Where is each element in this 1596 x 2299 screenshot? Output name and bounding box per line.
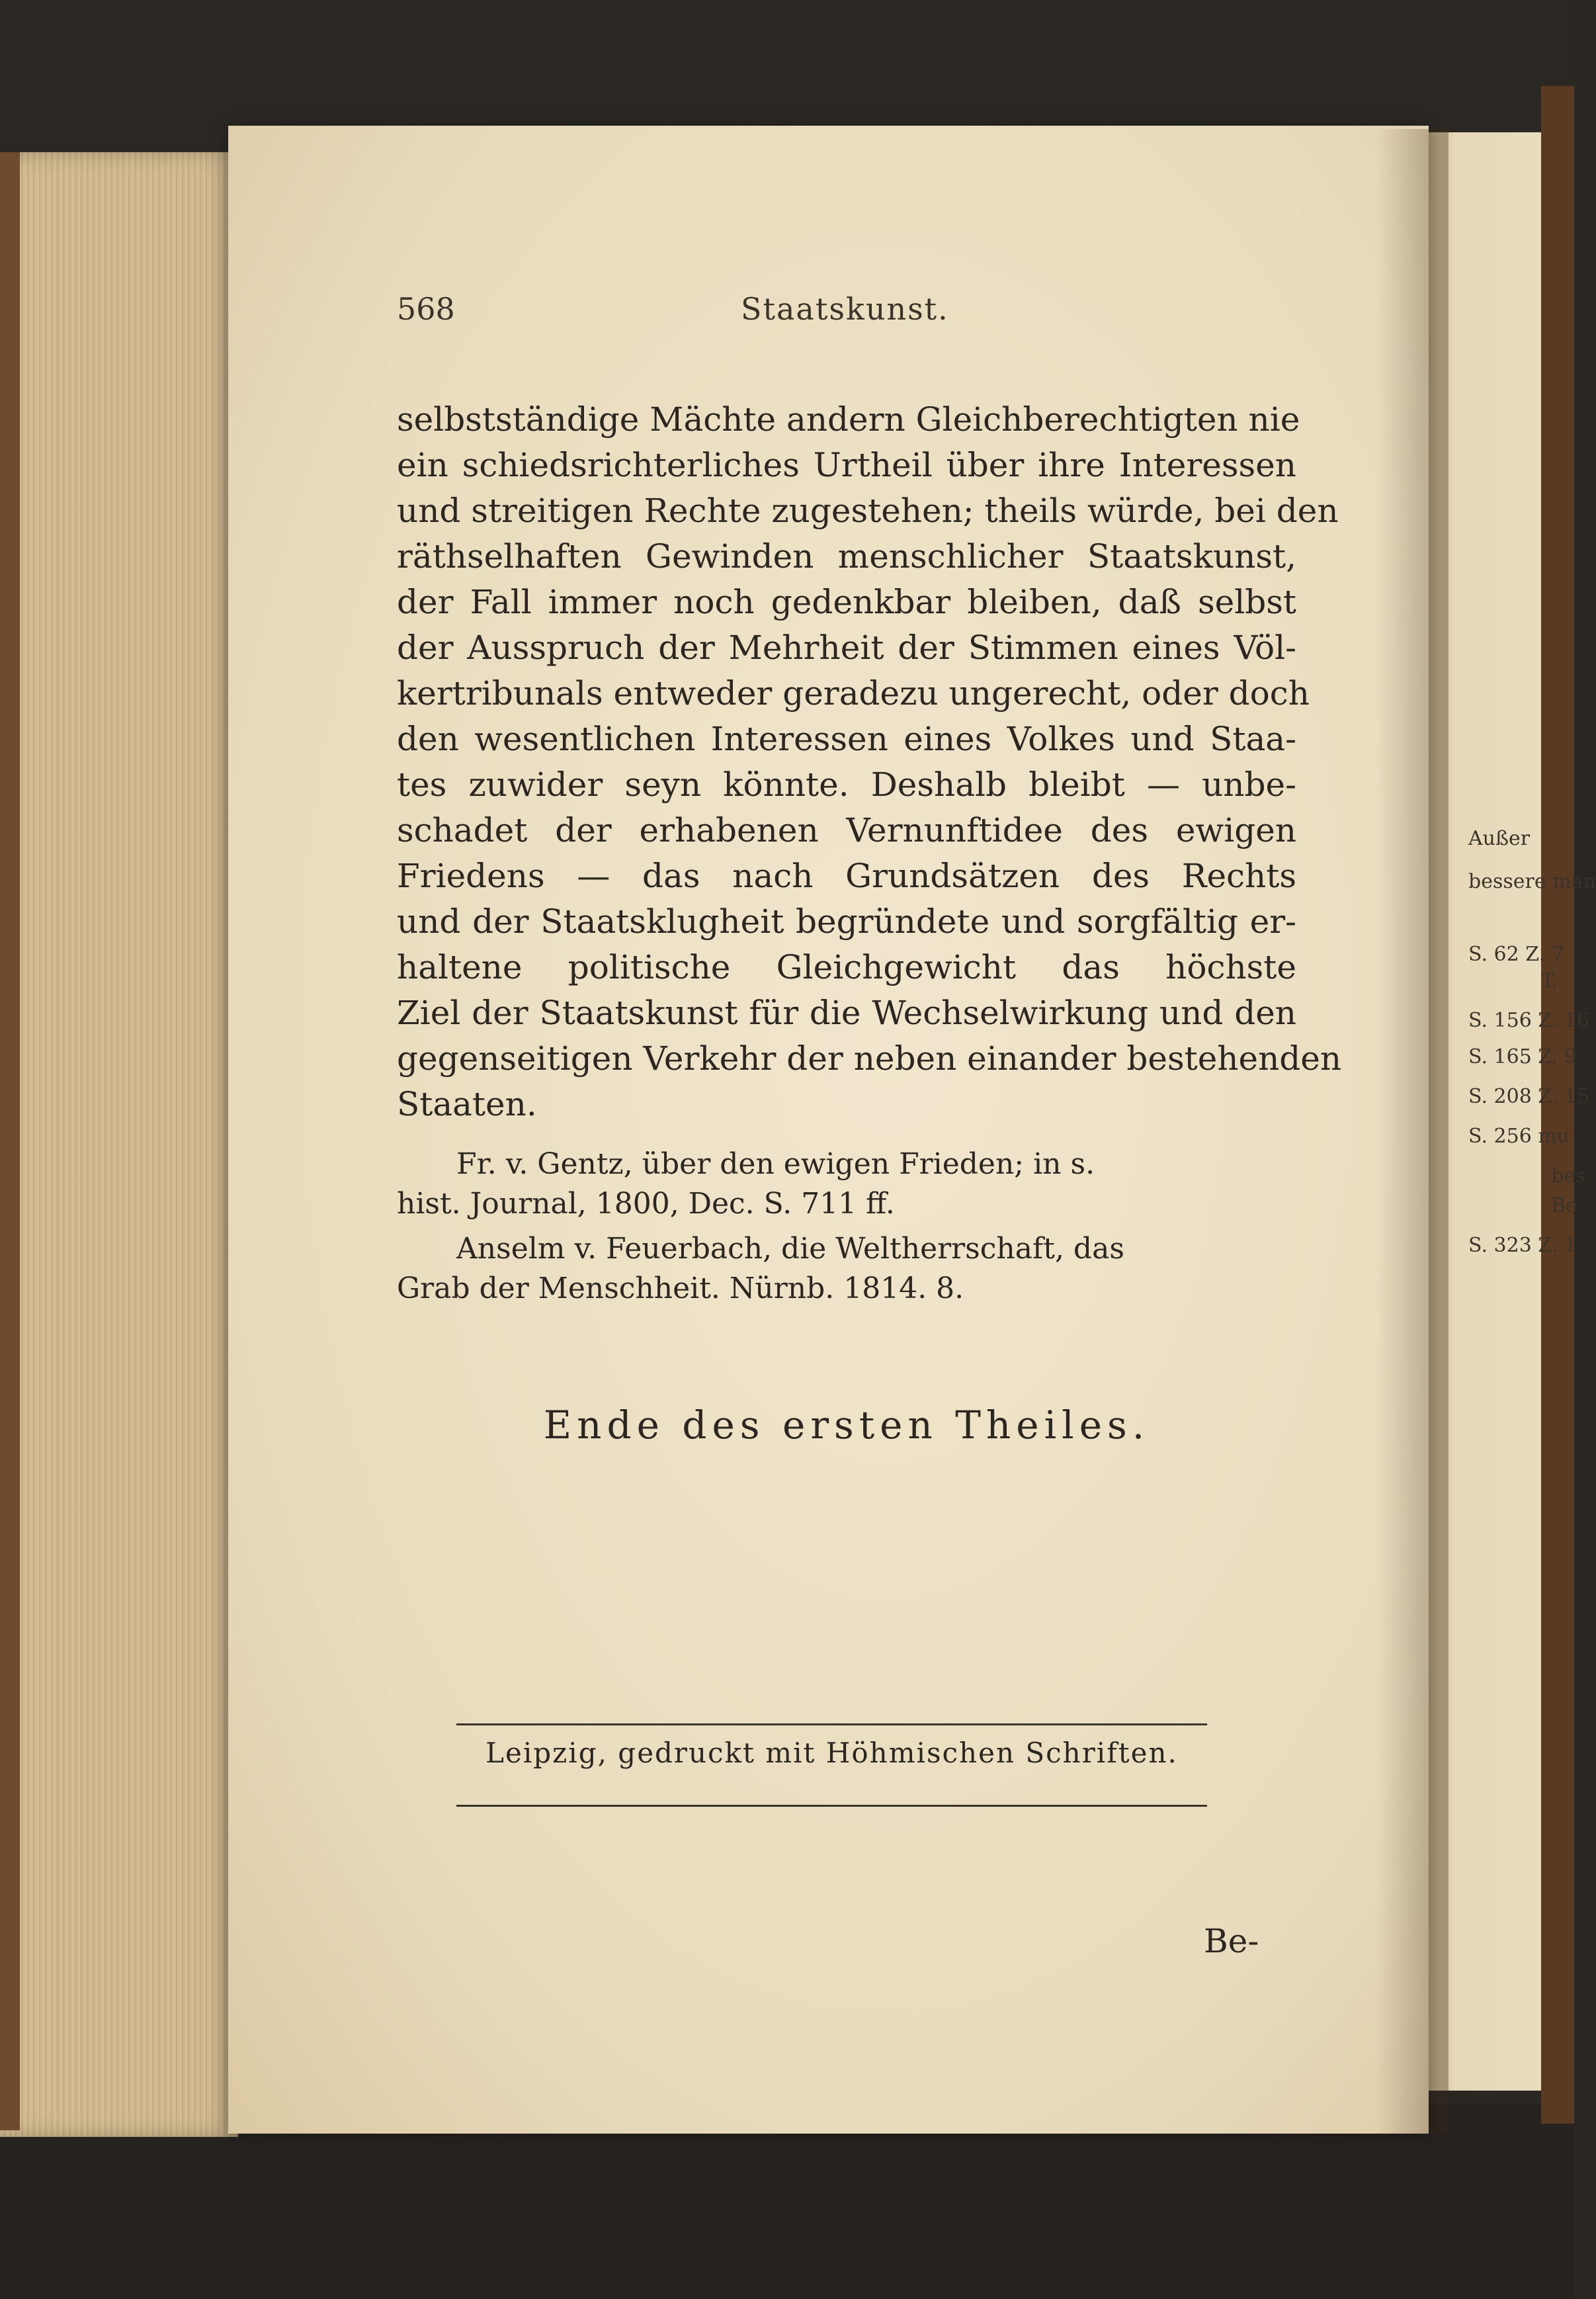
body-paragraph — [397, 397, 1342, 1127]
facing-page-text: bessere man — [1468, 870, 1596, 893]
text-line: der Fall immer noch gedenkbar bleiben, daß selbst — [397, 583, 1296, 621]
text-line: tes zuwider seyn könnte. Deshalb bleibt — unbe- — [397, 765, 1296, 804]
facing-page-text: S. 165 Z. 9 — [1468, 1045, 1577, 1068]
reference-line: Grab der Menschheit. Nürnb. 1814. 8. — [397, 1272, 964, 1305]
facing-page-text: S. 156 Z. 16 — [1468, 1009, 1589, 1032]
text-line: haltene politische Gleichgewicht das höchste — [397, 948, 1296, 986]
imprint-rule-top — [456, 1723, 1207, 1725]
book-cover-left — [0, 152, 20, 2130]
references — [397, 1145, 1296, 1309]
reference-line: Anselm v. Feuerbach, die Weltherrschaft, das — [456, 1232, 1124, 1266]
text-line: Ziel der Staatskunst für die Wechselwirkung und den — [397, 994, 1296, 1032]
gutter-shadow — [1376, 129, 1449, 2134]
text-line: Friedens — das nach Grundsätzen des Rechts — [397, 857, 1296, 895]
text-line: und streitigen Rechte zugestehen; theils würde, bei den — [397, 492, 1339, 530]
reference-line: Fr. v. Gentz, über den ewigen Frieden; in s. — [456, 1147, 1095, 1181]
text-line: räthselhaften Gewinden menschlicher Staatskunst, — [397, 537, 1296, 576]
reference-entry — [397, 1145, 1296, 1224]
running-head: Staatskunst. — [741, 291, 949, 327]
imprint-rule-bottom — [456, 1805, 1207, 1807]
facing-page-text: S. 208 Z. 15 — [1468, 1085, 1589, 1108]
text-line: gegenseitigen Verkehr der neben einander bestehenden — [397, 1039, 1342, 1078]
facing-page-text: S. 256 mu — [1468, 1125, 1570, 1148]
text-line: den wesentlichen Interessen eines Volkes und Staa- — [397, 720, 1296, 758]
printer-imprint: Leipzig, gedruckt mit Höhmischen Schriften. — [485, 1737, 1178, 1769]
page-header — [397, 291, 1363, 344]
end-of-part-title: Ende des ersten Theiles. — [543, 1403, 1150, 1448]
text-line: selbstständige Mächte andern Gleichberechtigten nie — [397, 400, 1300, 439]
reference-entry — [397, 1229, 1296, 1309]
facing-page-text: T. — [1541, 969, 1558, 992]
facing-page-text: S. 62 Z. 7 — [1468, 943, 1564, 966]
reference-line: hist. Journal, 1800, Dec. S. 711 ff. — [397, 1187, 895, 1221]
text-line: Staaten. — [397, 1085, 537, 1123]
text-line: kertribunals entweder geradezu ungerecht, oder doch — [397, 674, 1310, 713]
text-line: schadet der erhabenen Vernunftidee des ewigen — [397, 811, 1296, 849]
text-line: der Ausspruch der Mehrheit der Stimmen eines Völ- — [397, 629, 1296, 667]
text-line: und der Staatsklugheit begründete und sorgfältig er- — [397, 902, 1296, 941]
facing-page-text: Außer — [1468, 827, 1531, 850]
book-page-edges — [0, 152, 238, 2137]
text-line: ein schiedsrichterliches Urtheil über ihre Interessen — [397, 446, 1296, 484]
catchword: Be- — [1204, 1922, 1259, 1960]
facing-page-text: bes — [1551, 1164, 1586, 1188]
facing-page-text: S. 323 Z. 1 — [1468, 1234, 1577, 1257]
page-number: 568 — [397, 291, 455, 327]
facing-page-text: Be — [1551, 1194, 1577, 1217]
